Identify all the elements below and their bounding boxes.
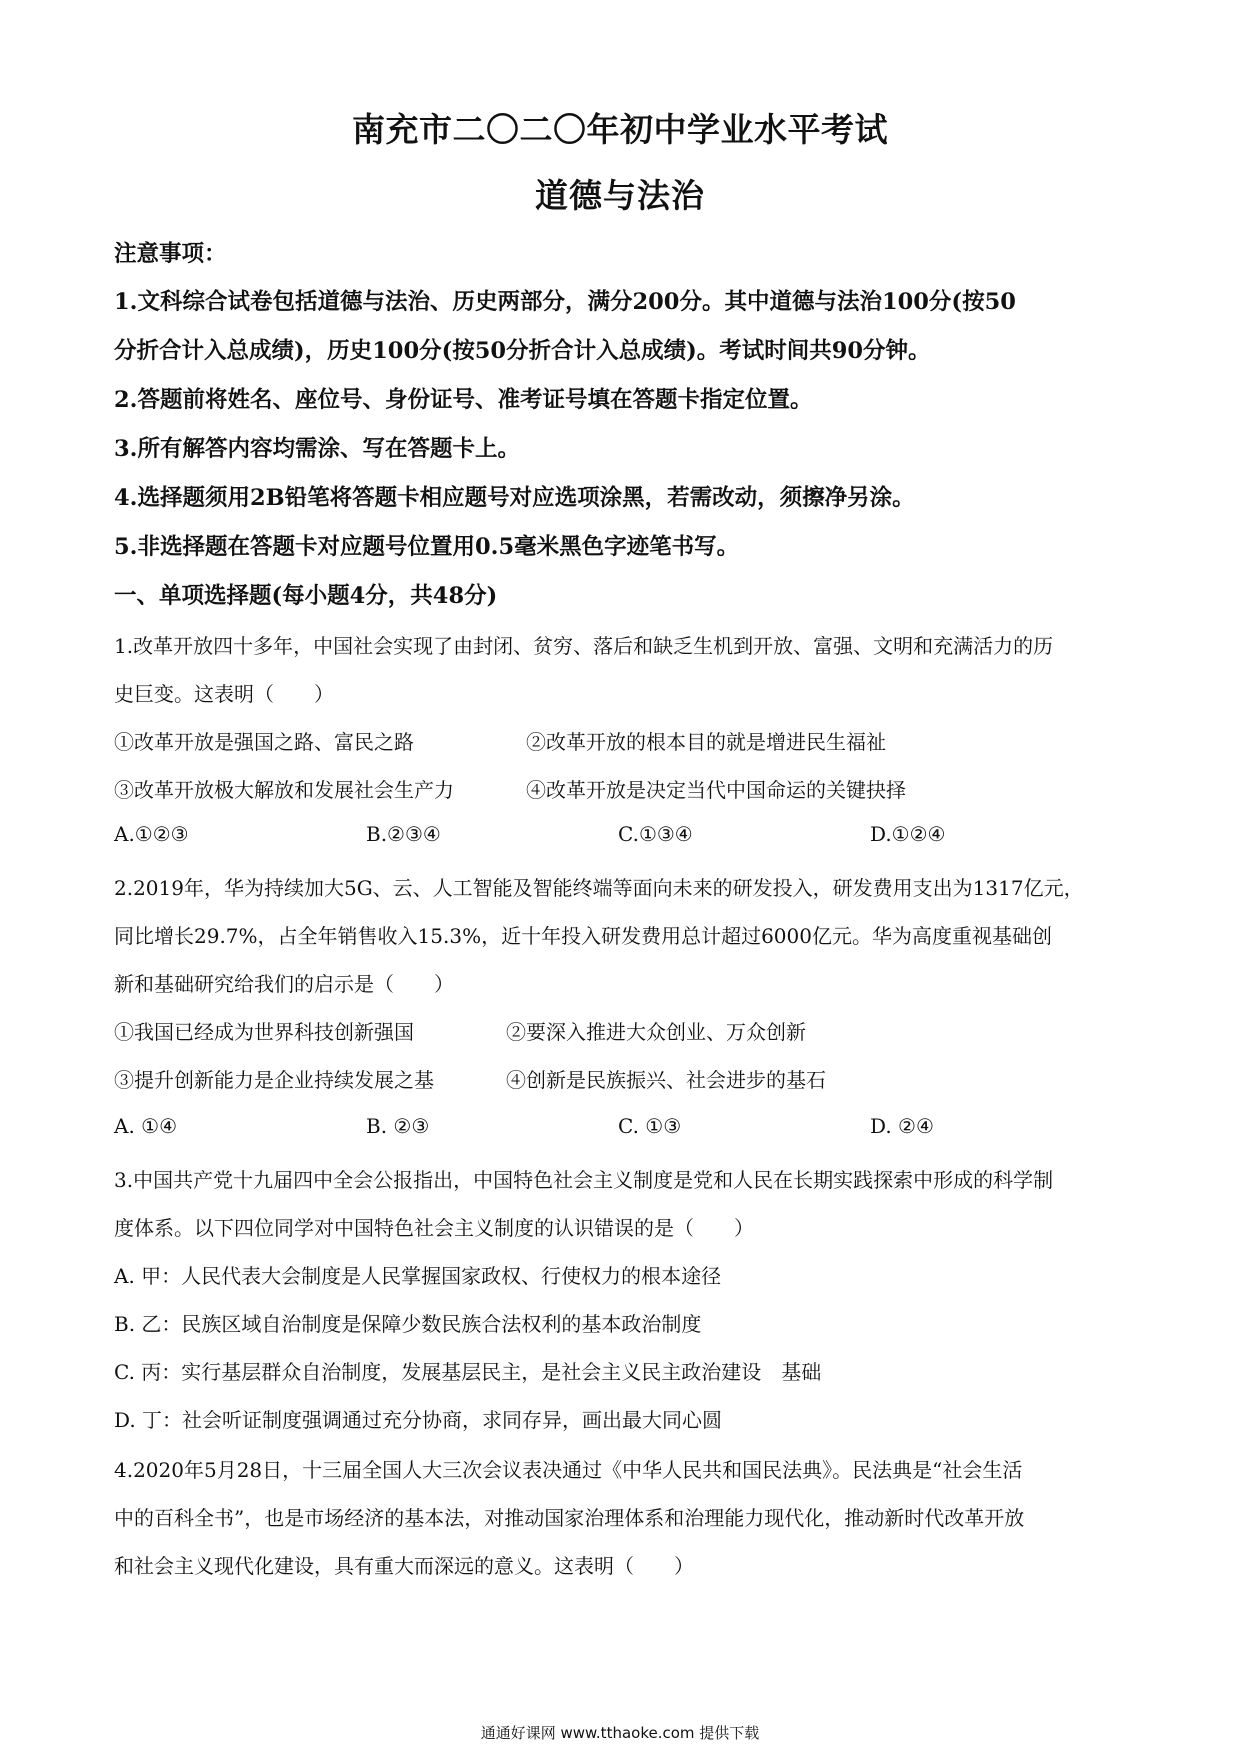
exam-title: 南充市二〇二〇年初中学业水平考试 — [352, 110, 888, 149]
question-2-stem: 2.2019年，华为持续加大5G、云、人工智能及智能终端等面向未来的研发投入，研发费用支出为1317亿元， — [114, 876, 1084, 900]
subject-title: 道德与法治 — [535, 176, 705, 215]
q2-option-c: C. ①③ — [618, 1114, 682, 1138]
question-3-stem: 度体系。以下四位同学对中国特色社会主义制度的认识错误的是（ ） — [114, 1216, 754, 1240]
q1-option-c: C.①③④ — [618, 822, 693, 846]
q1-statement-4: ④改革开放是决定当代中国命运的关键抉择 — [526, 778, 906, 802]
q2-option-b: B. ②③ — [366, 1114, 430, 1138]
question-2-stem: 同比增长29.7%，占全年销售收入15.3%，近十年投入研发费用总计超过6000亿元。华为高度重视基础创 — [114, 924, 1052, 948]
q3-option-c: C. 丙：实行基层群众自治制度，发展基层民主，是社会主义民主政治建设 基础 — [114, 1360, 822, 1384]
q1-option-b: B.②③④ — [366, 822, 441, 846]
notice-item: 3.所有解答内容均需涂、写在答题卡上。 — [114, 436, 520, 462]
notice-item: 4.选择题须用2B铅笔将答题卡相应题号对应选项涂黑，若需改动，须擦净另涂。 — [114, 485, 915, 511]
q2-statement-2: ②要深入推进大众创业、万众创新 — [506, 1020, 806, 1044]
question-4-stem: 4.2020年5月28日，十三届全国人大三次会议表决通过《中华人民共和国民法典》。民法典是“社会生活 — [114, 1458, 1023, 1482]
q3-option-d: D. 丁：社会听证制度强调通过充分协商，求同存异，画出最大同心圆 — [114, 1408, 723, 1432]
notice-item: 分折合计入总成绩)，历史100分(按50分折合计入总成绩)。考试时间共90分钟。 — [114, 338, 931, 364]
section-heading: 一、单项选择题(每小题4分，共48分) — [114, 583, 498, 609]
question-3-stem: 3.中国共产党十九届四中全会公报指出，中国特色社会主义制度是党和人民在长期实践探索中形成的科学制 — [114, 1168, 1054, 1192]
q2-option-a: A. ①④ — [114, 1114, 178, 1138]
q3-option-a: A. 甲：人民代表大会制度是人民掌握国家政权、行使权力的根本途径 — [114, 1264, 722, 1288]
q3-option-b: B. 乙：民族区域自治制度是保障少数民族合法权利的基本政治制度 — [114, 1312, 702, 1336]
notice-item: 5.非选择题在答题卡对应题号位置用0.5毫米黑色字迹笔书写。 — [114, 534, 740, 560]
page-footer: 通通好课网 www.tthaoke.com 提供下载 — [480, 1724, 760, 1742]
q2-statement-1: ①我国已经成为世界科技创新强国 — [114, 1020, 414, 1044]
q2-option-d: D. ②④ — [870, 1114, 934, 1138]
notice-heading: 注意事项： — [114, 241, 227, 267]
q1-option-a: A.①②③ — [114, 822, 189, 846]
question-4-stem: 中的百科全书”，也是市场经济的基本法，对推动国家治理体系和治理能力现代化，推动新时代改革开放 — [114, 1506, 1025, 1530]
q1-statement-2: ②改革开放的根本目的就是增进民生福祉 — [526, 730, 886, 754]
q2-statement-3: ③提升创新能力是企业持续发展之基 — [114, 1068, 434, 1092]
q2-statement-4: ④创新是民族振兴、社会进步的基石 — [506, 1068, 826, 1092]
question-1-stem: 1.改革开放四十多年，中国社会实现了由封闭、贫穷、落后和缺乏生机到开放、富强、文明和充满活力的历 — [114, 634, 1054, 658]
q1-option-d: D.①②④ — [870, 822, 946, 846]
q1-statement-1: ①改革开放是强国之路、富民之路 — [114, 730, 414, 754]
notice-item: 2.答题前将姓名、座位号、身份证号、准考证号填在答题卡指定位置。 — [114, 387, 813, 413]
question-4-stem: 和社会主义现代化建设，具有重大而深远的意义。这表明（ ） — [114, 1554, 694, 1578]
notice-item: 1.文科综合试卷包括道德与法治、历史两部分，满分200分。其中道德与法治100分(按50 — [114, 289, 1016, 315]
question-1-stem: 史巨变。这表明（ ） — [114, 682, 334, 706]
q1-statement-3: ③改革开放极大解放和发展社会生产力 — [114, 778, 454, 802]
question-2-stem: 新和基础研究给我们的启示是（ ） — [114, 972, 454, 996]
